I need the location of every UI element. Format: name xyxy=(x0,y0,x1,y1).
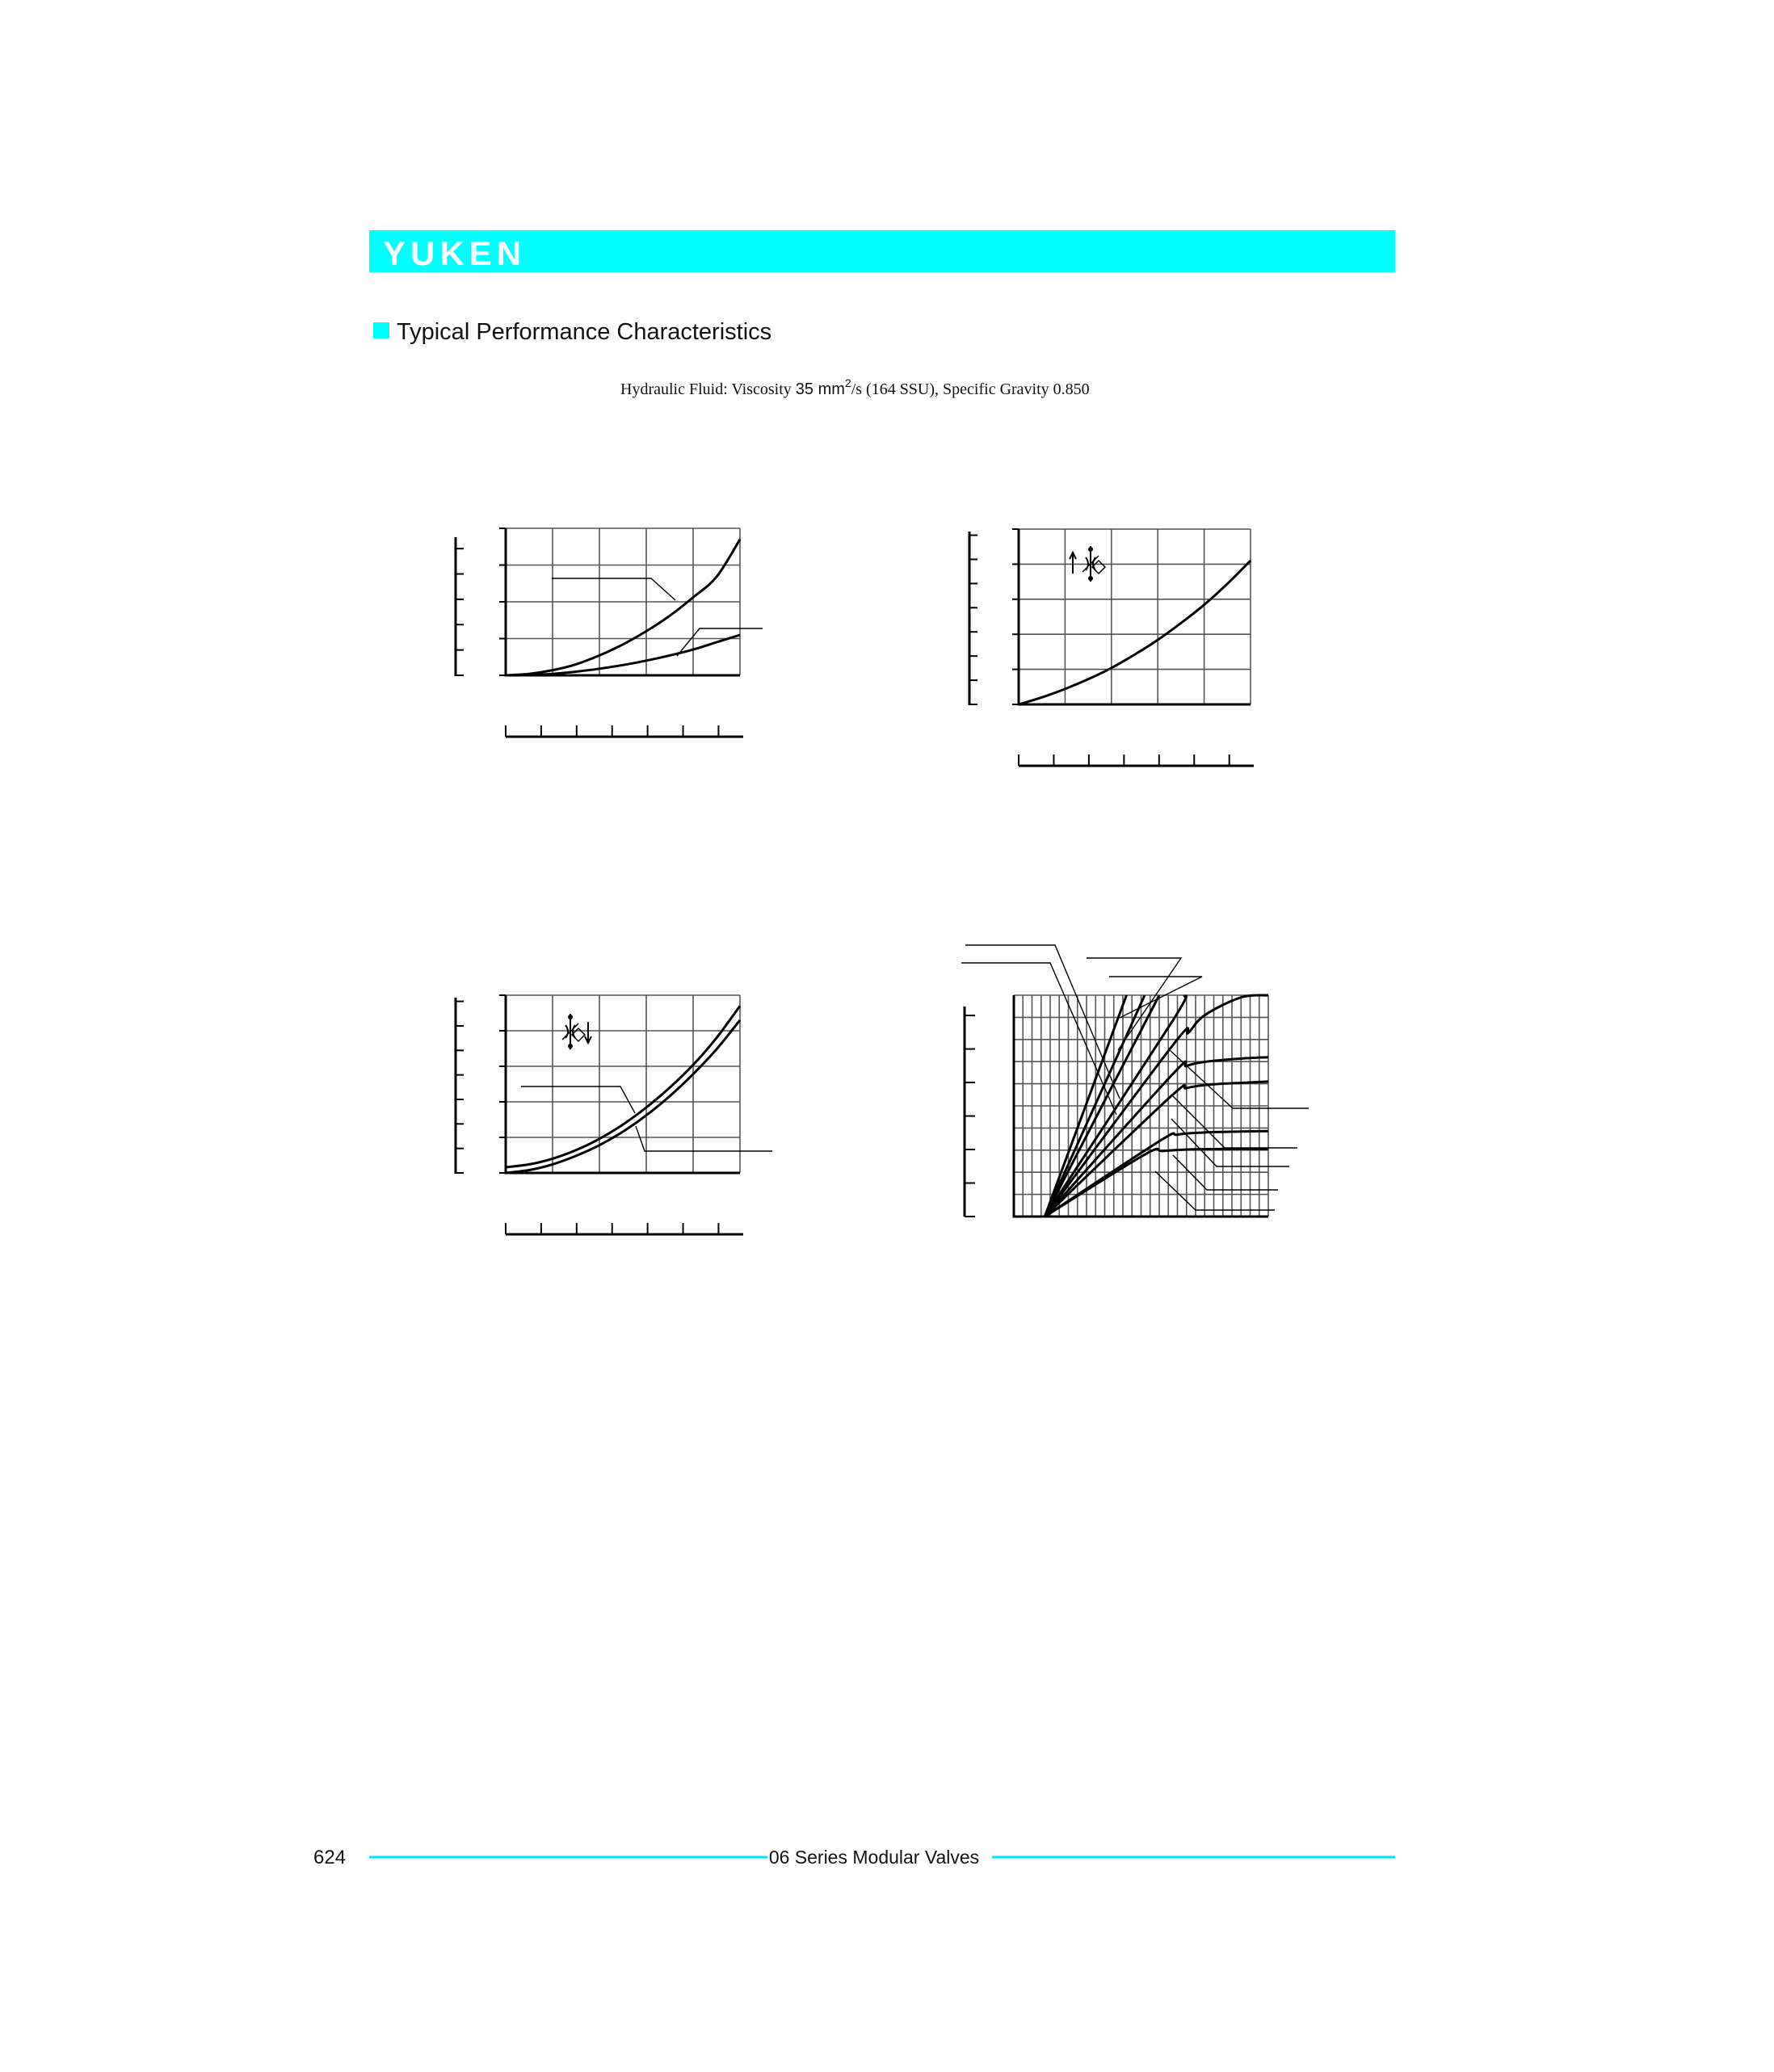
plot-axes xyxy=(506,995,740,1173)
series-curve xyxy=(1019,561,1251,704)
chart-metred-flow xyxy=(961,945,1309,1217)
chart-pressure-drop-throttle-open xyxy=(969,529,1254,766)
footer-series-title: 06 Series Modular Valves xyxy=(768,1847,980,1868)
grid-lines xyxy=(506,528,740,675)
series-curve xyxy=(506,1020,740,1173)
check-valve-symbol-icon xyxy=(562,1014,591,1049)
section-title: Typical Performance Characteristics xyxy=(397,319,772,345)
annotation-leader-open xyxy=(636,1126,772,1151)
series-curve xyxy=(506,635,740,675)
series-curve xyxy=(1045,1057,1268,1217)
annotation-leader-closed xyxy=(521,1086,635,1113)
grid-lines xyxy=(1019,529,1251,704)
plot-axes xyxy=(1019,529,1251,704)
section-bullet xyxy=(373,322,389,338)
annotation-leader-ab xyxy=(552,578,675,600)
series-label-leader xyxy=(1087,958,1181,1050)
chart-pressure-drop xyxy=(456,528,763,737)
series-label-leader xyxy=(1155,1171,1275,1210)
series-label-leader xyxy=(1171,1119,1289,1166)
page-number: 624 xyxy=(313,1847,347,1868)
brand-logo: YUKEN xyxy=(383,234,527,272)
series-label-leader xyxy=(1171,1095,1297,1148)
series-curve xyxy=(506,540,740,675)
fluid-note: Hydraulic Fluid: Viscosity 35 $mm^2/s$ (164 SSU), Specific Gravity 0.850 xyxy=(620,376,1090,398)
grid-lines xyxy=(506,995,740,1173)
chart-pressure-drop-free-flow xyxy=(456,995,772,1234)
